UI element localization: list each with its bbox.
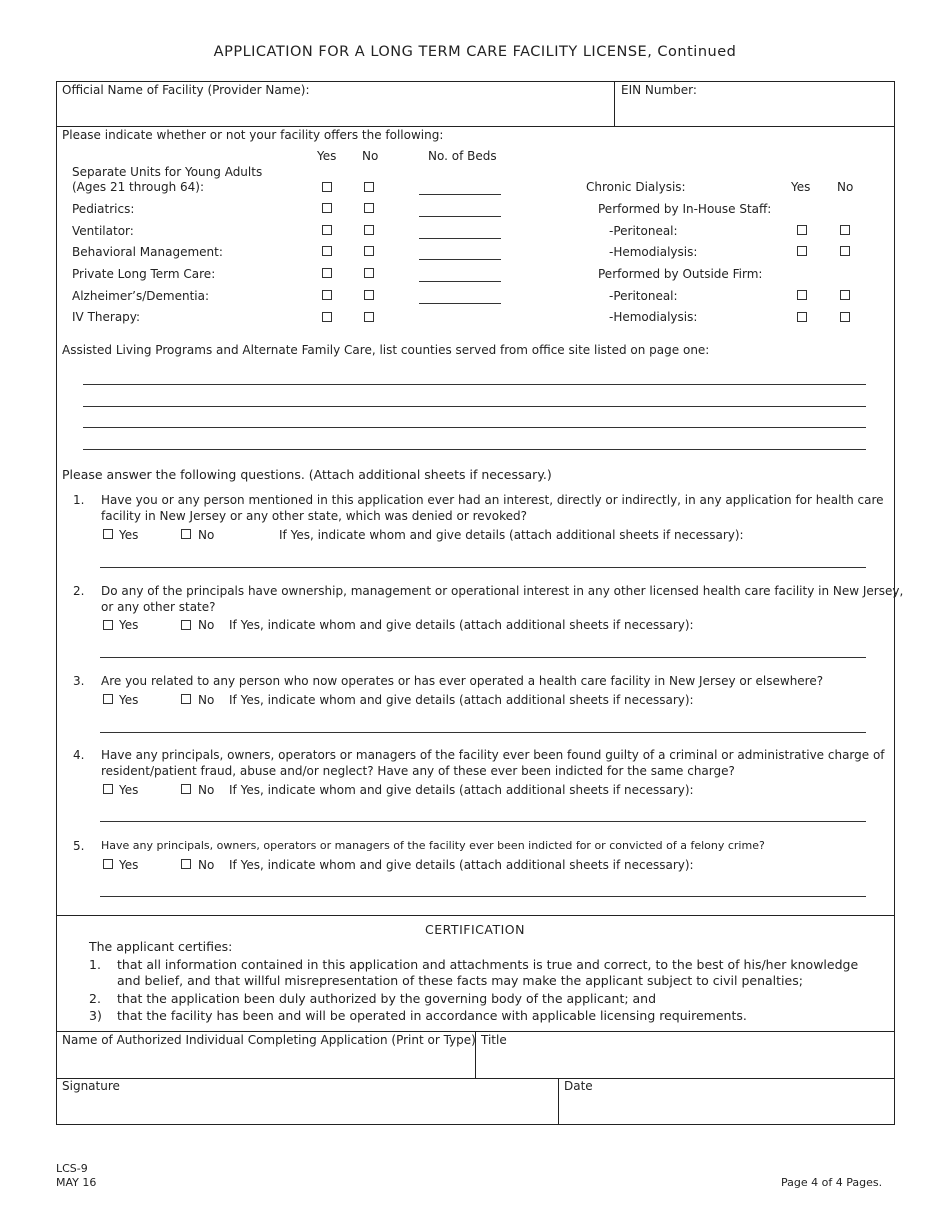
question-5-no-checkbox[interactable] [181, 859, 191, 869]
certification-item-1-text: that all information contained in this application and attachments is true and correct, to the best of his/her knowledge [117, 957, 859, 972]
service-label-behavioral: Behavioral Management: [72, 245, 223, 259]
question-4-yes-label: Yes [119, 783, 139, 797]
question-4-no-label: No [198, 783, 215, 797]
question-1-no-label: No [198, 528, 215, 542]
title-field[interactable] [479, 1050, 890, 1075]
question-5-number: 5. [73, 839, 85, 853]
question-1-yes-checkbox[interactable] [103, 529, 113, 539]
question-4-text: Have any principals, owners, operators or managers of the facility ever been found guilty of a criminal or administrative charge of [101, 748, 885, 762]
question-1-number: 1. [73, 493, 85, 507]
outside-peritoneal-label: -Peritoneal: [609, 289, 678, 303]
certification-item-1-number: 1. [89, 957, 101, 972]
alzheimers-beds-field[interactable] [419, 303, 501, 304]
in-house-hemodialysis-label: -Hemodialysis: [609, 245, 698, 259]
question-4-text-2: resident/patient fraud, abuse and/or neglect? Have any of these ever been indicted for the same charge? [101, 764, 735, 778]
question-5-details-label: If Yes, indicate whom and give details (attach additional sheets if necessary): [229, 858, 694, 872]
question-2-text-2: or any other state? [101, 600, 216, 614]
certification-item-2-text: that the application been duly authorized by the governing body of the applicant; and [117, 991, 657, 1006]
question-3-details-field[interactable] [100, 732, 866, 733]
services-intro: Please indicate whether or not your facility offers the following: [62, 128, 444, 142]
question-3-number: 3. [73, 674, 85, 688]
outside-hemodialysis-label: -Hemodialysis: [609, 310, 698, 324]
ventilator-no-checkbox[interactable] [364, 225, 374, 235]
certification-item-3-number: 3) [89, 1008, 102, 1023]
assisted-living-label: Assisted Living Programs and Alternate Family Care, list counties served from office site listed on page one: [62, 343, 710, 357]
title-label: Title [481, 1033, 507, 1047]
ventilator-yes-checkbox[interactable] [322, 225, 332, 235]
outside-hemodialysis-no-checkbox[interactable] [840, 312, 850, 322]
service-label-iv-therapy: IV Therapy: [72, 310, 141, 324]
counties-line-1[interactable] [83, 384, 866, 385]
page-number: Page 4 of 4 Pages. [781, 1176, 883, 1189]
question-1-text-2: facility in New Jersey or any other state, which was denied or revoked? [101, 509, 527, 523]
outside-hemodialysis-yes-checkbox[interactable] [797, 312, 807, 322]
counties-line-4[interactable] [83, 449, 866, 450]
pediatrics-yes-checkbox[interactable] [322, 203, 332, 213]
pediatrics-beds-field[interactable] [419, 216, 501, 217]
col-no: No [362, 149, 379, 163]
private-ltc-no-checkbox[interactable] [364, 268, 374, 278]
private-ltc-beds-field[interactable] [419, 281, 501, 282]
question-3-details-label: If Yes, indicate whom and give details (attach additional sheets if necessary): [229, 693, 694, 707]
dialysis-label: Chronic Dialysis: [586, 180, 686, 194]
behavioral-no-checkbox[interactable] [364, 246, 374, 256]
certification-intro: The applicant certifies: [89, 939, 233, 954]
question-3-yes-checkbox[interactable] [103, 694, 113, 704]
iv-therapy-yes-checkbox[interactable] [322, 312, 332, 322]
service-label-private-ltc: Private Long Term Care: [72, 267, 216, 281]
service-label-pediatrics: Pediatrics: [72, 202, 135, 216]
question-4-no-checkbox[interactable] [181, 784, 191, 794]
service-label-young-adults: Separate Units for Young Adults [72, 165, 263, 179]
question-5-details-field[interactable] [100, 896, 866, 897]
question-2-number: 2. [73, 584, 85, 598]
in-house-peritoneal-yes-checkbox[interactable] [797, 225, 807, 235]
behavioral-beds-field[interactable] [419, 259, 501, 260]
ventilator-beds-field[interactable] [419, 238, 501, 239]
in-house-hemodialysis-yes-checkbox[interactable] [797, 246, 807, 256]
dialysis-col-no: No [837, 180, 854, 194]
authorized-name-field[interactable] [60, 1050, 471, 1075]
question-1-details-field[interactable] [100, 567, 866, 568]
ein-field[interactable] [618, 100, 890, 124]
dialysis-col-yes: Yes [791, 180, 811, 194]
question-2-text: Do any of the principals have ownership, management or operational interest in any other licensed health care facility in New Jersey, [101, 584, 904, 598]
question-1-text: Have you or any person mentioned in this application ever had an interest, directly or indirectly, in any application for health care [101, 493, 884, 507]
question-4-yes-checkbox[interactable] [103, 784, 113, 794]
header-vertical-divider [614, 81, 615, 126]
ein-label: EIN Number: [621, 83, 697, 97]
question-2-no-label: No [198, 618, 215, 632]
young-adults-beds-field[interactable] [419, 194, 501, 195]
certification-item-2-number: 2. [89, 991, 101, 1006]
form-code: LCS-9 [56, 1162, 88, 1175]
col-beds: No. of Beds [428, 149, 497, 163]
question-2-details-label: If Yes, indicate whom and give details (attach additional sheets if necessary): [229, 618, 694, 632]
outside-peritoneal-no-checkbox[interactable] [840, 290, 850, 300]
question-1-details-label: If Yes, indicate whom and give details (attach additional sheets if necessary): [279, 528, 744, 542]
page-title: APPLICATION FOR A LONG TERM CARE FACILITY LICENSE, Continued [213, 44, 737, 60]
question-5-no-label: No [198, 858, 215, 872]
question-4-details-label: If Yes, indicate whom and give details (attach additional sheets if necessary): [229, 783, 694, 797]
service-label-alzheimers: Alzheimer’s/Dementia: [72, 289, 210, 303]
question-5-text: Have any principals, owners, operators or managers of the facility ever been indicted for or convicted of a felony crime? [101, 839, 765, 852]
form-date: MAY 16 [56, 1176, 97, 1189]
questions-intro: Please answer the following questions. (Attach additional sheets if necessary.) [62, 467, 552, 482]
question-4-number: 4. [73, 748, 85, 762]
header-divider [56, 126, 895, 127]
pediatrics-no-checkbox[interactable] [364, 203, 374, 213]
signoff-divider-middle [56, 1078, 895, 1079]
service-label-ventilator: Ventilator: [72, 224, 134, 238]
signature-field[interactable] [60, 1096, 554, 1122]
col-yes: Yes [317, 149, 337, 163]
question-3-no-label: No [198, 693, 215, 707]
question-2-no-checkbox[interactable] [181, 620, 191, 630]
young-adults-yes-checkbox[interactable] [322, 182, 332, 192]
authorized-name-label: Name of Authorized Individual Completing Application (Print or Type) [62, 1033, 476, 1047]
outside-peritoneal-yes-checkbox[interactable] [797, 290, 807, 300]
question-3-text: Are you related to any person who now operates or has ever operated a health care facility in New Jersey or elsewhere? [101, 674, 824, 688]
question-2-yes-label: Yes [119, 618, 139, 632]
in-house-peritoneal-no-checkbox[interactable] [840, 225, 850, 235]
question-3-yes-label: Yes [119, 693, 139, 707]
date-field[interactable] [562, 1096, 890, 1122]
private-ltc-yes-checkbox[interactable] [322, 268, 332, 278]
young-adults-no-checkbox[interactable] [364, 182, 374, 192]
question-5-yes-checkbox[interactable] [103, 859, 113, 869]
facility-name-field[interactable] [60, 100, 610, 124]
iv-therapy-no-checkbox[interactable] [364, 312, 374, 322]
in-house-hemodialysis-no-checkbox[interactable] [840, 246, 850, 256]
question-5-yes-label: Yes [119, 858, 139, 872]
counties-line-3[interactable] [83, 427, 866, 428]
signature-label: Signature [62, 1079, 120, 1093]
certification-item-1-text-2: and belief, and that willful misrepresentation of these facts may make the applicant subject to civil penalties; [117, 973, 803, 988]
facility-name-label: Official Name of Facility (Provider Name): [62, 83, 310, 97]
dialysis-in-house-label: Performed by In-House Staff: [598, 202, 772, 216]
signature-date-divider [558, 1078, 559, 1125]
dialysis-outside-label: Performed by Outside Firm: [598, 267, 763, 281]
behavioral-yes-checkbox[interactable] [322, 246, 332, 256]
date-label: Date [564, 1079, 593, 1093]
certification-heading: CERTIFICATION [425, 922, 525, 937]
certification-item-3-text: that the facility has been and will be operated in accordance with applicable licensing requirements. [117, 1008, 747, 1023]
question-1-no-checkbox[interactable] [181, 529, 191, 539]
alzheimers-yes-checkbox[interactable] [322, 290, 332, 300]
service-label-young-adults-ages: (Ages 21 through 64): [72, 180, 204, 194]
alzheimers-no-checkbox[interactable] [364, 290, 374, 300]
question-4-details-field[interactable] [100, 821, 866, 822]
question-2-yes-checkbox[interactable] [103, 620, 113, 630]
question-1-yes-label: Yes [119, 528, 139, 542]
question-2-details-field[interactable] [100, 657, 866, 658]
question-3-no-checkbox[interactable] [181, 694, 191, 704]
in-house-peritoneal-label: -Peritoneal: [609, 224, 678, 238]
counties-line-2[interactable] [83, 406, 866, 407]
